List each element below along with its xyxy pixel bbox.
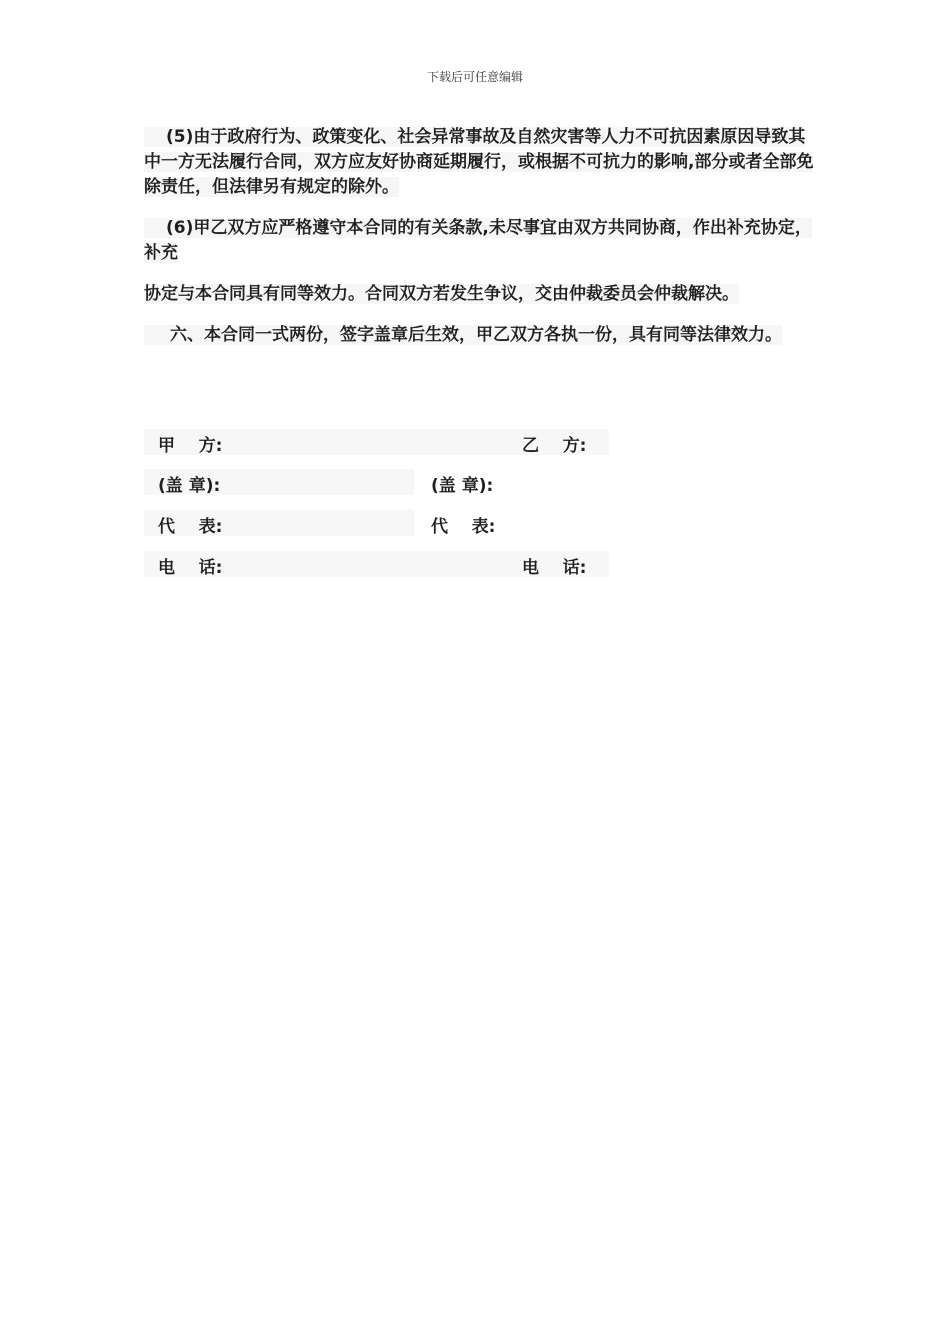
clause-copies-text: 六、本合同一式两份，签字盖章后生效，甲乙双方各执一份，具有同等法律效力。 <box>144 325 782 345</box>
header-note: 下载后可任意编辑 <box>426 70 523 84</box>
phone-b-label: 电 话: <box>522 558 587 578</box>
clause-6-continuation <box>144 282 834 307</box>
clause-6 <box>144 216 814 266</box>
party-b-label: 乙 方: <box>522 436 587 456</box>
rep-a-label: 代 表: <box>158 517 223 537</box>
clause-6-continuation-text: 协定与本合同具有同等效力。合同双方若发生争议，交由仲裁委员会仲裁解决。 <box>144 284 739 304</box>
phone-a-label: 电 话: <box>158 558 223 578</box>
clause-6-copies <box>144 323 814 348</box>
party-a-label: 甲 方: <box>158 436 223 456</box>
clause-5-text: 由于政府行为、政策变化、社会异常事故及自然灾害等人力不可抗因素原因导致其中一方无法履行合同，双方应友好协商延期履行，或根据不可抗力的影响,部分或者全部免除责任，但法律另有规定的除外。 <box>144 127 814 197</box>
clause-6-number: (6) <box>144 218 193 238</box>
clause-5 <box>144 125 814 200</box>
seal-a-label: (盖 章): <box>158 476 221 496</box>
clause-5-number: (5) <box>144 127 193 147</box>
seal-b-label: (盖 章): <box>431 476 494 496</box>
clause-6-text: 甲乙双方应严格遵守本合同的有关条款,未尽事宜由双方共同协商，作出补充协定，补充 <box>144 218 812 263</box>
rep-b-label: 代 表: <box>431 517 496 537</box>
